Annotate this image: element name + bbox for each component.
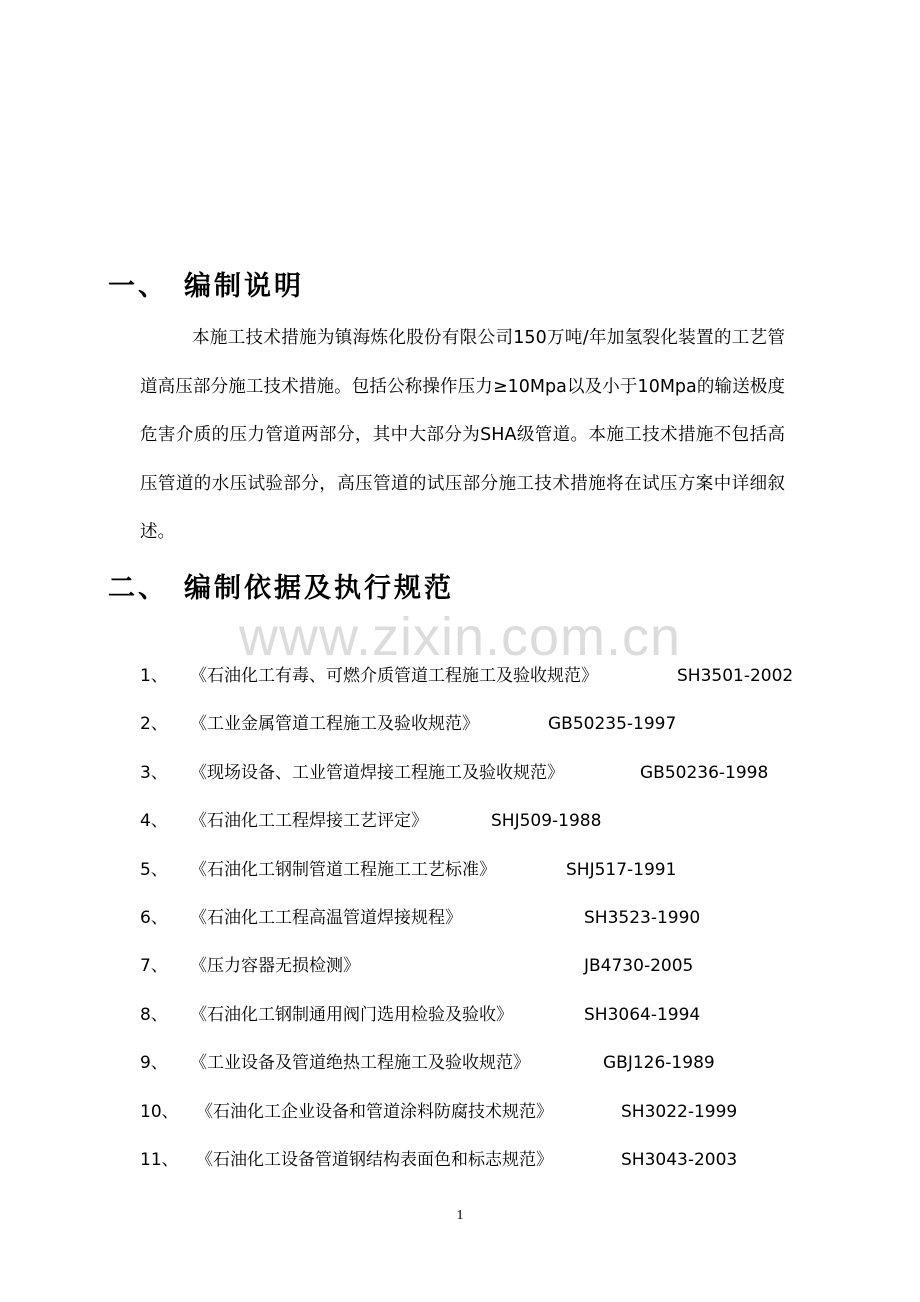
reference-title: 《石油化工设备管道钢结构表面色和标志规范》 [196,1149,553,1170]
reference-code: SHJ509-1988 [491,811,602,832]
section-2-heading [108,566,454,605]
reference-index: 1、 [140,666,168,686]
reference-item [0,797,920,845]
reference-title: 《工业金属管道工程施工及验收规范》 [190,714,479,735]
reference-item [0,749,920,797]
reference-index: 2、 [140,714,168,735]
reference-list [0,652,920,1184]
reference-title: 《石油化工企业设备和管道涂料防腐技术规范》 [196,1101,553,1122]
reference-code: SH3022-1999 [621,1101,738,1122]
reference-title: 《石油化工有毒、可燃介质管道工程施工及验收规范》 [190,666,598,686]
reference-item [0,652,920,700]
reference-title: 《石油化工钢制管道工程施工工艺标准》 [190,859,496,880]
reference-code: SH3064-1994 [584,1004,701,1025]
reference-code: SHJ517-1991 [566,859,677,880]
section-2-title: 编制依据及执行规范 [184,573,454,604]
reference-code: SH3043-2003 [621,1149,738,1170]
section-1-heading [108,264,304,303]
reference-code: SH3501-2002 [677,666,794,686]
reference-title: 《石油化工工程高温管道焊接规程》 [190,907,462,928]
reference-item [0,894,920,942]
page-number: 1 [456,1208,464,1223]
section-2-number: 二、 [108,573,168,604]
reference-item [0,942,920,990]
reference-item [0,991,920,1039]
section-1-paragraph: 本施工技术措施为镇海炼化股份有限公司150万吨/年加氢裂化装置的工艺管道高压部分施工技术措施。包括公称操作压力≥10Mpa以及小于10Mpa的输送极度危害介质的压力管道两部分，其中大部分为SHA级管道。本施工技术措施不包括高压管道的水压试验部分，高压管道的试压部分施工技术措施将在试压方案中详细叙述。 [140,328,785,542]
reference-index: 10、 [140,1101,179,1122]
reference-code: SH3523-1990 [584,907,701,928]
reference-index: 3、 [140,762,168,783]
section-1-number: 一、 [108,271,168,302]
reference-code: GB50235-1997 [548,714,677,735]
section-1-title: 编制说明 [184,271,304,302]
reference-title: 《石油化工钢制通用阀门选用检验及验收》 [190,1004,513,1025]
reference-index: 11、 [140,1149,179,1170]
reference-title: 《石油化工工程焊接工艺评定》 [190,811,428,832]
watermark: www.zixin.com.cn [238,607,682,667]
reference-index: 8、 [140,1004,168,1025]
reference-code: GBJ126-1989 [603,1053,715,1074]
reference-item [0,1088,920,1136]
reference-code: JB4730-2005 [584,956,694,977]
reference-title: 《现场设备、工业管道焊接工程施工及验收规范》 [190,762,564,783]
reference-code: GB50236-1998 [640,762,769,783]
reference-item [0,1039,920,1087]
reference-item [0,846,920,894]
reference-title: 《压力容器无损检测》 [190,956,360,977]
section-1-body [140,314,785,557]
reference-index: 9、 [140,1053,168,1074]
reference-index: 5、 [140,859,168,880]
reference-item [0,1136,920,1184]
reference-index: 7、 [140,956,168,977]
reference-item [0,700,920,748]
reference-index: 6、 [140,907,168,928]
reference-index: 4、 [140,811,168,832]
reference-title: 《工业设备及管道绝热工程施工及验收规范》 [190,1053,530,1074]
